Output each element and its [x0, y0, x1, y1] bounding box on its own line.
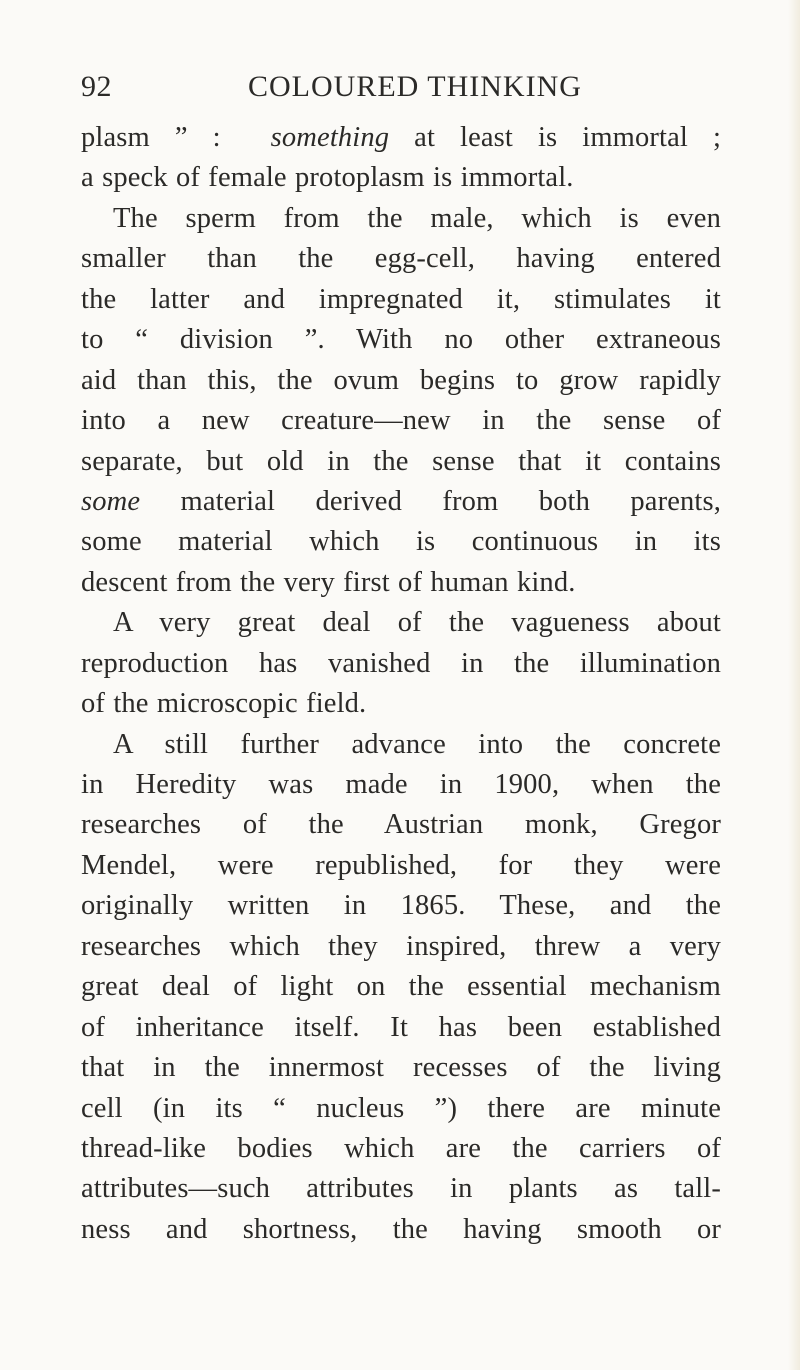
text-line: ness and shortness, the having smooth or: [81, 1213, 721, 1245]
text-line: of the microscopic field.: [81, 688, 367, 720]
text-line: separate, but old in the sense that it contains: [81, 445, 721, 477]
page-edge-shading: [788, 0, 800, 1370]
text-line: smaller than the egg-cell, having entered: [81, 243, 721, 275]
text-line: some material which is continuous in its: [81, 526, 721, 558]
text-line: great deal of light on the essential mechanism: [81, 971, 721, 1003]
text-line: in Heredity was made in 1900, when the: [81, 769, 721, 800]
text-line: aid than this, the ovum begins to grow rapidly: [81, 364, 721, 396]
text-line: Mendel, were republished, for they were: [81, 849, 721, 881]
text-line: researches of the Austrian monk, Gregor: [81, 809, 721, 841]
paragraph-start-line: A still further advance into the concrete: [113, 728, 721, 760]
text-line: of inheritance itself. It has been established: [81, 1011, 721, 1043]
text-line: originally written in 1865. These, and the: [81, 890, 721, 922]
running-title: COLOURED THINKING: [248, 70, 582, 103]
text-line: attributes—such attributes in plants as tall-: [81, 1173, 721, 1205]
text-line: that in the innermost recesses of the living: [81, 1052, 721, 1084]
text-line: the latter and impregnated it, stimulates it: [81, 283, 721, 315]
text-line: cell (in its “ nucleus ”) there are minute: [81, 1092, 721, 1124]
text-line: plasm ” : something at least is immortal ;: [81, 122, 722, 153]
text-line: reproduction has vanished in the illumination: [81, 647, 721, 679]
text-line: some material derived from both parents,: [81, 485, 721, 517]
text-line: a speck of female protoplasm is immortal.: [81, 162, 574, 194]
text-line: researches which they inspired, threw a very: [81, 930, 721, 962]
page-header: [81, 70, 721, 110]
paragraph-start-line: A very great deal of the vagueness about: [113, 607, 721, 639]
emphasis: something: [270, 122, 390, 153]
paragraph-start-line: The sperm from the male, which is even: [113, 202, 721, 234]
page-number: 92: [81, 70, 112, 103]
text-line: thread-like bodies which are the carriers of: [81, 1132, 721, 1164]
text-line: to “ division ”. With no other extraneous: [81, 324, 721, 356]
text-line: descent from the very first of human kind.: [81, 566, 576, 598]
emphasis: some: [81, 485, 141, 517]
text-line: into a new creature—new in the sense of: [81, 405, 721, 437]
body-text: [81, 118, 721, 1250]
